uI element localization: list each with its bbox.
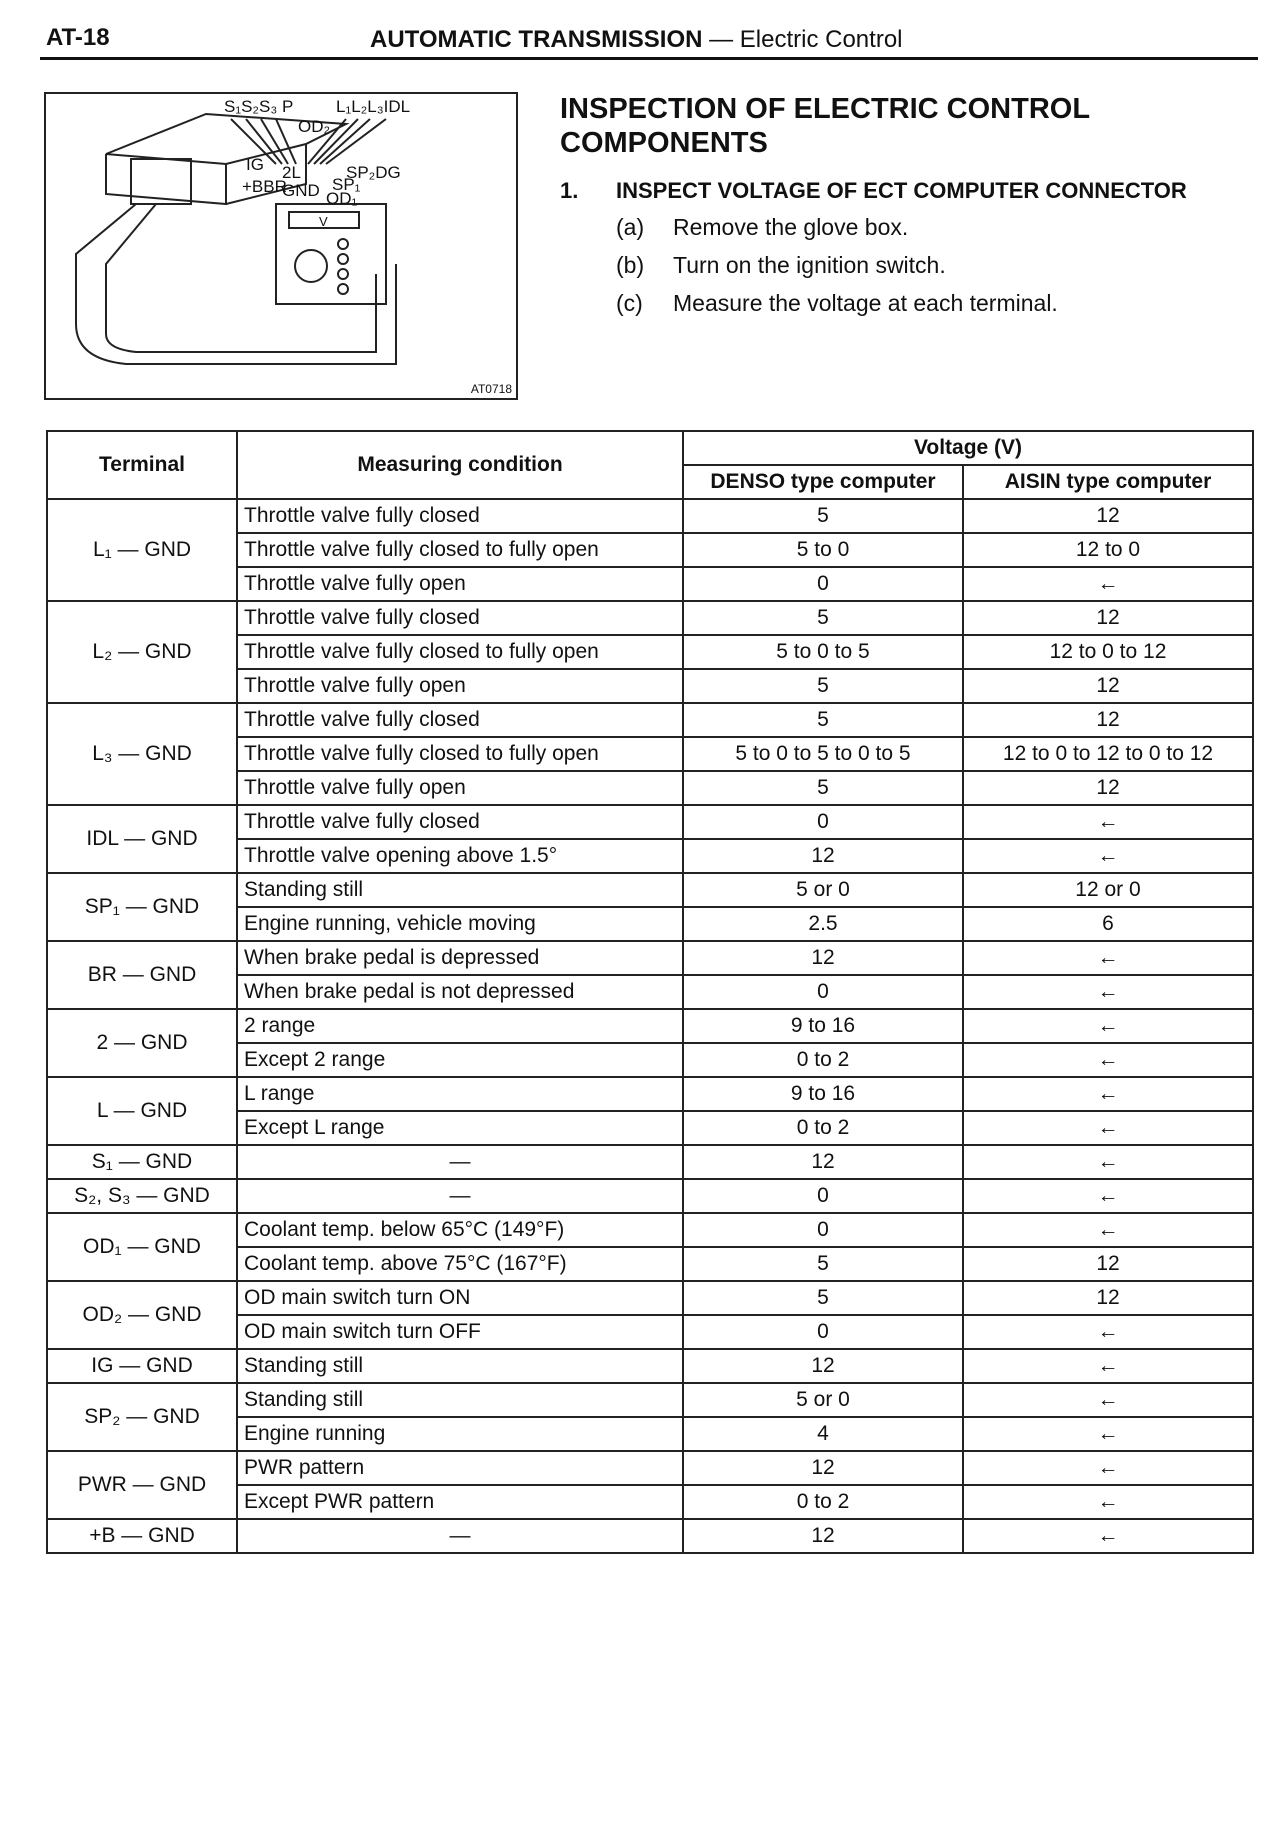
denso-cell: 5	[683, 499, 963, 533]
connector-figure	[44, 92, 518, 400]
aisin-cell: ←	[963, 1417, 1253, 1451]
denso-cell: 0 to 2	[683, 1485, 963, 1519]
denso-cell: 4	[683, 1417, 963, 1451]
table-row	[47, 1213, 1253, 1247]
label-gnd: GND	[282, 181, 320, 200]
condition-cell: Throttle valve fully open	[237, 771, 683, 805]
condition-cell: Coolant temp. above 75°C (167°F)	[237, 1247, 683, 1281]
terminal-cell: OD₁ — GND	[47, 1213, 237, 1281]
denso-cell: 0 to 2	[683, 1111, 963, 1145]
denso-cell: 5	[683, 1247, 963, 1281]
aisin-cell: ←	[963, 1315, 1253, 1349]
denso-cell: 12	[683, 941, 963, 975]
condition-cell: OD main switch turn ON	[237, 1281, 683, 1315]
terminal-cell: OD₂ — GND	[47, 1281, 237, 1349]
header-terminal: Terminal	[47, 431, 237, 499]
table-row	[47, 805, 1253, 839]
label-l-terminals: L₁L₂L₃IDL	[336, 97, 411, 116]
label-s-terminals: S₁S₂S₃ P	[224, 97, 294, 116]
terminal-cell: PWR — GND	[47, 1451, 237, 1519]
denso-cell: 0	[683, 1179, 963, 1213]
header-denso: DENSO type computer	[683, 465, 963, 499]
label-sp2dg: SP₂DG	[346, 163, 401, 182]
table-row	[47, 873, 1253, 907]
denso-cell: 12	[683, 839, 963, 873]
terminal-cell: L₂ — GND	[47, 601, 237, 703]
table-row	[47, 1519, 1253, 1553]
condition-cell: Throttle valve fully closed	[237, 601, 683, 635]
condition-cell: PWR pattern	[237, 1451, 683, 1485]
condition-cell: —	[237, 1179, 683, 1213]
condition-cell: —	[237, 1519, 683, 1553]
connector-diagram	[46, 94, 516, 398]
table-row	[47, 1383, 1253, 1417]
condition-cell: Throttle valve fully closed to fully open	[237, 737, 683, 771]
header-aisin: AISIN type computer	[963, 465, 1253, 499]
denso-cell: 5	[683, 601, 963, 635]
denso-cell: 0	[683, 975, 963, 1009]
terminal-cell: S₂, S₃ — GND	[47, 1179, 237, 1213]
condition-cell: Engine running	[237, 1417, 683, 1451]
aisin-cell: ←	[963, 567, 1253, 601]
table-row	[47, 499, 1253, 533]
denso-cell: 5 to 0	[683, 533, 963, 567]
aisin-cell: 12	[963, 703, 1253, 737]
denso-cell: 5 to 0 to 5 to 0 to 5	[683, 737, 963, 771]
terminal-cell: SP₁ — GND	[47, 873, 237, 941]
aisin-cell: ←	[963, 1145, 1253, 1179]
condition-cell: When brake pedal is depressed	[237, 941, 683, 975]
condition-cell: Throttle valve fully closed	[237, 703, 683, 737]
step-1	[560, 178, 1260, 208]
step-number: 1.	[560, 178, 579, 203]
condition-cell: OD main switch turn OFF	[237, 1315, 683, 1349]
label-od2: OD₂	[298, 117, 331, 136]
page-title-bold: AUTOMATIC TRANSMISSION	[370, 26, 703, 53]
denso-cell: 5 to 0 to 5	[683, 635, 963, 669]
section-title: INSPECTION OF ELECTRIC CONTROL COMPONENTS	[560, 93, 1090, 159]
condition-cell: —	[237, 1145, 683, 1179]
terminal-cell: IDL — GND	[47, 805, 237, 873]
condition-cell: Except PWR pattern	[237, 1485, 683, 1519]
aisin-cell: 12	[963, 1247, 1253, 1281]
meter-jack	[338, 284, 348, 294]
meter-jack	[338, 239, 348, 249]
table-row	[47, 601, 1253, 635]
table-row	[47, 1281, 1253, 1315]
voltage-spec-table	[46, 430, 1254, 1554]
aisin-cell: 12 to 0	[963, 533, 1253, 567]
page-header	[46, 22, 1258, 58]
table-row	[47, 1451, 1253, 1485]
header-condition: Measuring condition	[237, 431, 683, 499]
condition-cell: Throttle valve fully closed to fully open	[237, 635, 683, 669]
page-code: AT-18	[46, 24, 110, 51]
denso-cell: 0	[683, 567, 963, 601]
substep-b	[560, 252, 1260, 290]
aisin-cell: ←	[963, 1383, 1253, 1417]
meter-jack	[338, 254, 348, 264]
aisin-cell: ←	[963, 1519, 1253, 1553]
substep-letter: (a)	[616, 214, 645, 240]
condition-cell: Standing still	[237, 1383, 683, 1417]
substep-letter: (c)	[616, 290, 643, 316]
aisin-cell: ←	[963, 1111, 1253, 1145]
aisin-cell: 12	[963, 601, 1253, 635]
denso-cell: 5	[683, 669, 963, 703]
aisin-cell: ←	[963, 1451, 1253, 1485]
substep-list	[560, 214, 1260, 328]
label-ig: IG	[246, 155, 264, 174]
denso-cell: 12	[683, 1451, 963, 1485]
condition-cell: Throttle valve fully open	[237, 669, 683, 703]
denso-cell: 5	[683, 1281, 963, 1315]
aisin-cell: ←	[963, 1485, 1253, 1519]
label-2l: 2L	[282, 163, 301, 182]
aisin-cell: ←	[963, 1213, 1253, 1247]
meter-label: V	[319, 214, 328, 229]
table-row	[47, 703, 1253, 737]
label-bbr: +BBR	[242, 177, 287, 196]
substep-text: Remove the glove box.	[673, 214, 909, 240]
terminal-cell: IG — GND	[47, 1349, 237, 1383]
denso-cell: 9 to 16	[683, 1009, 963, 1043]
table-row	[47, 1349, 1253, 1383]
denso-cell: 0 to 2	[683, 1043, 963, 1077]
condition-cell: Except 2 range	[237, 1043, 683, 1077]
terminal-cell: S₁ — GND	[47, 1145, 237, 1179]
table-row	[47, 1077, 1253, 1111]
table-row	[47, 941, 1253, 975]
condition-cell: Throttle valve opening above 1.5°	[237, 839, 683, 873]
aisin-cell: 6	[963, 907, 1253, 941]
instructions-section	[560, 92, 1260, 328]
condition-cell: 2 range	[237, 1009, 683, 1043]
aisin-cell: 12	[963, 1281, 1253, 1315]
aisin-cell: ←	[963, 1077, 1253, 1111]
substep-c	[560, 290, 1260, 328]
aisin-cell: 12 to 0 to 12 to 0 to 12	[963, 737, 1253, 771]
substep-text: Measure the voltage at each terminal.	[673, 290, 1058, 316]
condition-cell: Throttle valve fully open	[237, 567, 683, 601]
denso-cell: 0	[683, 805, 963, 839]
header-rule	[40, 57, 1258, 60]
denso-cell: 0	[683, 1213, 963, 1247]
substep-text: Turn on the ignition switch.	[673, 252, 946, 278]
aisin-cell: ←	[963, 941, 1253, 975]
terminal-cell: L — GND	[47, 1077, 237, 1145]
condition-cell: Except L range	[237, 1111, 683, 1145]
denso-cell: 5 or 0	[683, 1383, 963, 1417]
header-voltage: Voltage (V)	[683, 431, 1253, 465]
denso-cell: 12	[683, 1519, 963, 1553]
aisin-cell: ←	[963, 1349, 1253, 1383]
aisin-cell: 12 or 0	[963, 873, 1253, 907]
condition-cell: Standing still	[237, 873, 683, 907]
terminal-cell: SP₂ — GND	[47, 1383, 237, 1451]
terminal-cell: L₃ — GND	[47, 703, 237, 805]
aisin-cell: ←	[963, 1009, 1253, 1043]
condition-cell: L range	[237, 1077, 683, 1111]
table-body	[47, 499, 1253, 1553]
terminal-cell: L₁ — GND	[47, 499, 237, 601]
substep-letter: (b)	[616, 252, 645, 278]
substep-a	[560, 214, 1260, 252]
denso-cell: 12	[683, 1349, 963, 1383]
aisin-cell: 12	[963, 499, 1253, 533]
condition-cell: When brake pedal is not depressed	[237, 975, 683, 1009]
condition-cell: Throttle valve fully closed to fully open	[237, 533, 683, 567]
terminal-cell: 2 — GND	[47, 1009, 237, 1077]
denso-cell: 5	[683, 703, 963, 737]
meter-jack	[338, 269, 348, 279]
page-title-rest: Electric Control	[739, 26, 903, 53]
denso-cell: 9 to 16	[683, 1077, 963, 1111]
condition-cell: Standing still	[237, 1349, 683, 1383]
aisin-cell: ←	[963, 805, 1253, 839]
condition-cell: Throttle valve fully closed	[237, 499, 683, 533]
denso-cell: 5	[683, 771, 963, 805]
terminal-cell: +B — GND	[47, 1519, 237, 1553]
aisin-cell: ←	[963, 975, 1253, 1009]
aisin-cell: 12 to 0 to 12	[963, 635, 1253, 669]
figure-code: AT0718	[470, 382, 512, 396]
terminal-cell: BR — GND	[47, 941, 237, 1009]
condition-cell: Throttle valve fully closed	[237, 805, 683, 839]
aisin-cell: ←	[963, 839, 1253, 873]
page-title	[370, 26, 903, 54]
probe-lead-2	[106, 204, 376, 352]
denso-cell: 12	[683, 1145, 963, 1179]
table-row	[47, 1009, 1253, 1043]
step-text: INSPECT VOLTAGE OF ECT COMPUTER CONNECTOR	[616, 178, 1187, 203]
aisin-cell: ←	[963, 1043, 1253, 1077]
table-row	[47, 1145, 1253, 1179]
condition-cell: Coolant temp. below 65°C (149°F)	[237, 1213, 683, 1247]
aisin-cell: 12	[963, 669, 1253, 703]
denso-cell: 5 or 0	[683, 873, 963, 907]
aisin-cell: ←	[963, 1179, 1253, 1213]
denso-cell: 2.5	[683, 907, 963, 941]
voltmeter-body	[276, 204, 386, 304]
table-row	[47, 1179, 1253, 1213]
voltmeter-dial	[295, 250, 327, 282]
label-sp1: SP₁	[332, 175, 361, 194]
denso-cell: 0	[683, 1315, 963, 1349]
label-od1: OD₁	[326, 189, 358, 208]
condition-cell: Engine running, vehicle moving	[237, 907, 683, 941]
page-title-separator: —	[709, 26, 734, 53]
aisin-cell: 12	[963, 771, 1253, 805]
